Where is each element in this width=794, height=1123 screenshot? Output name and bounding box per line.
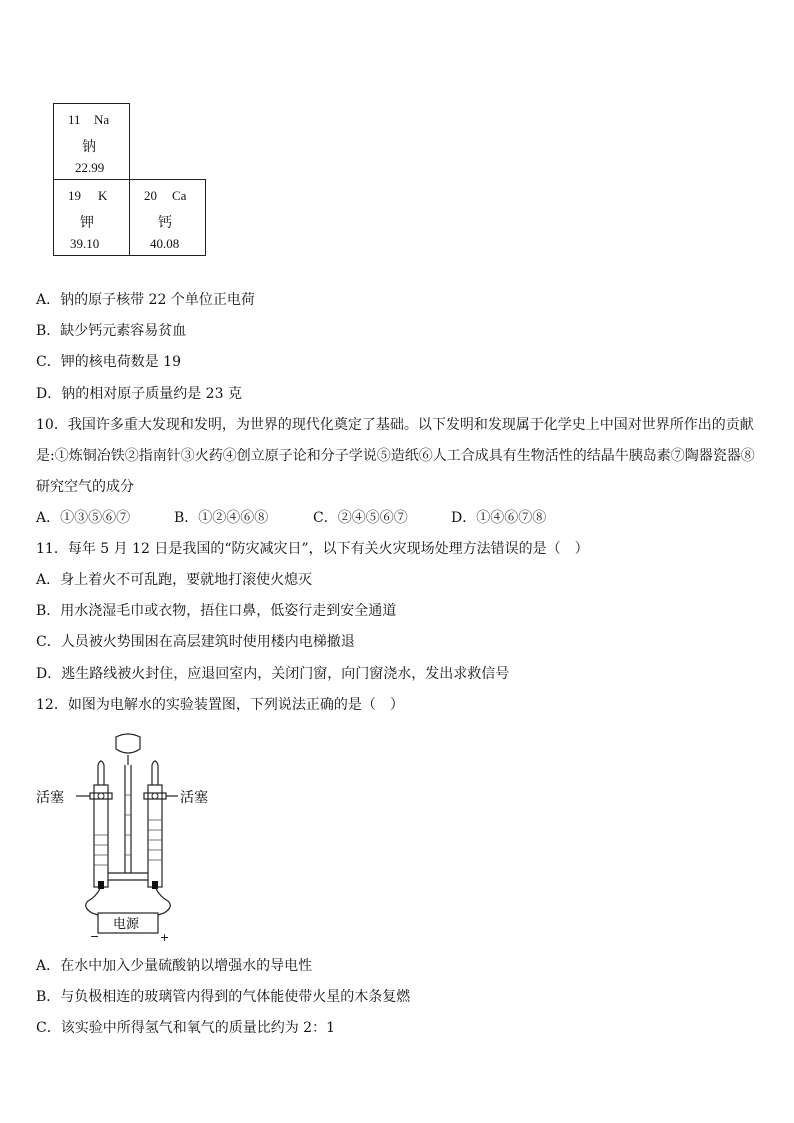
electrolysis-diagram bbox=[36, 725, 226, 945]
element-name: 钠 bbox=[82, 139, 96, 155]
q9-option-c: C．钾的核电荷数是 19 bbox=[36, 354, 181, 370]
q9-option-b: B．缺少钙元素容易贫血 bbox=[36, 323, 187, 339]
q10-option-b: B．①②④⑥⑧ bbox=[174, 510, 269, 526]
element-number: 11 bbox=[68, 112, 81, 127]
q10-stem-line2: 是:①炼铜冶铁②指南针③火药④创立原子论和分子学说⑤造纸⑥人工合成具有生物活性的结晶牛胰岛素⑦陶器瓷器⑧ bbox=[36, 448, 755, 464]
element-cell-ca bbox=[129, 179, 206, 256]
element-symbol: K bbox=[98, 188, 108, 203]
negative-terminal-label: − bbox=[90, 930, 100, 943]
q11-option-a: A．身上着火不可乱跑，要就地打滚使火熄灭 bbox=[36, 572, 313, 588]
element-cell-na bbox=[53, 103, 130, 180]
element-number: 19 bbox=[68, 188, 81, 203]
q10-stem-line3: 研究空气的成分 bbox=[36, 479, 134, 495]
stopcock-label-left: 活塞 bbox=[36, 790, 64, 806]
element-mass: 22.99 bbox=[75, 160, 105, 175]
q12-stem: 12．如图为电解水的实验装置图，下列说法正确的是（ ） bbox=[36, 697, 404, 713]
element-name: 钾 bbox=[80, 215, 94, 231]
element-symbol: Na bbox=[94, 112, 110, 127]
power-supply-label: 电源 bbox=[113, 917, 140, 932]
q10-stem-line1: 10．我国许多重大发现和发明，为世界的现代化奠定了基础。以下发明和发现属于化学史上中国对世界所作出的贡献 bbox=[36, 417, 754, 433]
q12-option-a: A．在水中加入少量硫酸钠以增强水的导电性 bbox=[36, 958, 313, 974]
q9-option-d: D．钠的相对原子质量约是 23 克 bbox=[36, 386, 242, 402]
q10-option-a: A．①③⑤⑥⑦ bbox=[36, 510, 131, 526]
element-symbol: Ca bbox=[172, 188, 187, 203]
q11-option-c: C．人员被火势围困在高层建筑时使用楼内电梯撤退 bbox=[36, 634, 355, 650]
element-mass: 39.10 bbox=[70, 236, 100, 251]
q10-option-c: C．②④⑤⑥⑦ bbox=[313, 510, 408, 526]
q12-option-b: B．与负极相连的玻璃管内得到的气体能使带火星的木条复燃 bbox=[36, 989, 411, 1005]
q11-stem: 11．每年 5 月 12 日是我国的“防灾减灾日”，以下有关火灾现场处理方法错误的是（ ） bbox=[36, 541, 589, 557]
q11-option-b: B．用水浇湿毛巾或衣物，捂住口鼻，低姿行走到安全通道 bbox=[36, 603, 397, 619]
q10-option-d: D．①④⑥⑦⑧ bbox=[451, 510, 547, 526]
q11-option-d: D．逃生路线被火封住，应退回室内，关闭门窗，向门窗浇水，发出求救信号 bbox=[36, 666, 510, 682]
q9-option-a: A．钠的原子核带 22 个单位正电荷 bbox=[36, 292, 255, 308]
element-number: 20 bbox=[144, 188, 157, 203]
element-cell-k bbox=[53, 179, 130, 256]
element-name: 钙 bbox=[158, 215, 172, 231]
stopcock-label-right: 活塞 bbox=[180, 790, 208, 806]
element-mass: 40.08 bbox=[150, 236, 180, 251]
positive-terminal-label: + bbox=[160, 931, 170, 944]
q12-option-c: C．该实验中所得氢气和氧气的质量比约为 2：1 bbox=[36, 1020, 335, 1036]
q10-options bbox=[36, 509, 546, 527]
